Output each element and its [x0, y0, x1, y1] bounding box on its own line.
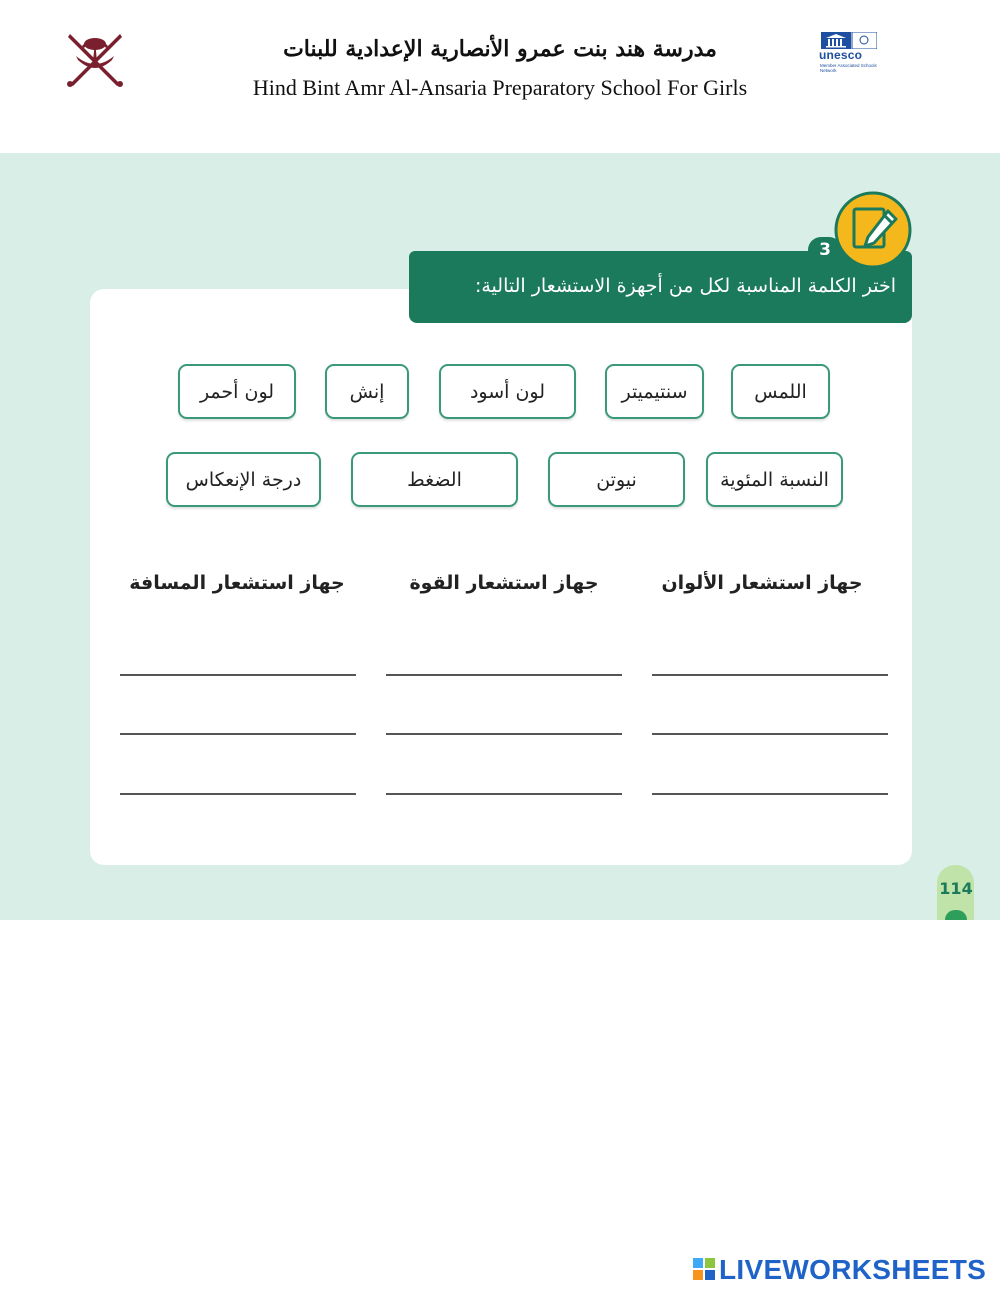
word-chip[interactable]: درجة الإنعكاس	[166, 452, 321, 507]
word-chip[interactable]: الضغط	[351, 452, 518, 507]
answer-blank[interactable]	[652, 733, 888, 735]
answer-blank[interactable]	[652, 674, 888, 676]
answer-blank[interactable]	[120, 733, 356, 735]
word-chip[interactable]: اللمس	[731, 364, 830, 419]
unesco-temple-icon	[821, 32, 877, 49]
page-number: 114	[939, 879, 973, 898]
school-name-english: Hind Bint Amr Al-Ansaria Preparatory School For Girls	[252, 75, 748, 100]
unesco-logo	[818, 30, 888, 80]
liveworksheets-blocks-icon	[693, 1258, 715, 1280]
word-chip[interactable]: النسبة المئوية	[706, 452, 843, 507]
answer-blank[interactable]	[120, 793, 356, 795]
word-chip[interactable]: لون أحمر	[178, 364, 296, 419]
distance-sensor-heading: جهاز استشعار المسافة	[129, 572, 345, 594]
unesco-wordmark: unesco	[819, 48, 863, 62]
word-chip[interactable]: نيوتن	[548, 452, 685, 507]
pencil-paper-icon	[834, 191, 912, 269]
school-header	[0, 0, 1000, 150]
school-name-arabic: مدرسة هند بنت عمرو الأنصارية الإعدادية للبنات	[283, 36, 717, 62]
word-chip[interactable]: سنتيميتر	[605, 364, 704, 419]
color-sensor-heading: جهاز استشعار الألوان	[661, 572, 863, 594]
answer-blank[interactable]	[120, 674, 356, 676]
answer-blank[interactable]	[386, 674, 622, 676]
answer-blank[interactable]	[652, 793, 888, 795]
answer-blank[interactable]	[386, 793, 622, 795]
question-number: 3	[808, 237, 842, 263]
force-sensor-heading: جهاز استشعار القوة	[409, 572, 599, 594]
word-chip[interactable]: لون أسود	[439, 364, 576, 419]
answer-blank[interactable]	[386, 733, 622, 735]
liveworksheets-wordmark: LIVEWORKSHEETS	[719, 1254, 987, 1285]
unesco-network-text: Member Associated Schools Network	[820, 63, 877, 73]
question-prompt: اختر الكلمة المناسبة لكل من أجهزة الاستشعار التالية:	[474, 275, 896, 297]
word-chip[interactable]: إنش	[325, 364, 409, 419]
